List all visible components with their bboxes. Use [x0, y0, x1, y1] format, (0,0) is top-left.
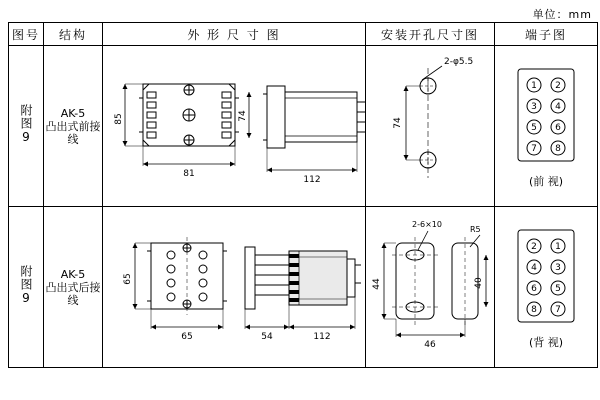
- row1-structure-model: AK-5: [60, 106, 86, 120]
- unit-note: 单位：mm: [532, 8, 592, 21]
- row2-outline-cell: [103, 207, 366, 368]
- row1-terminal-5: 5: [531, 123, 537, 133]
- row2-terminal-7: 8: [531, 305, 537, 315]
- row1-outline-cell: [103, 46, 366, 207]
- row2-dim-side-width-small: 54: [261, 332, 273, 342]
- row2-dim-height: 44: [372, 278, 382, 290]
- row1-structure-desc: 凸出式前接线: [45, 119, 101, 146]
- row1-dim-side-width: 112: [303, 175, 321, 185]
- row2-terminal-6: 5: [555, 284, 561, 294]
- row1-dim-front-width: 81: [183, 169, 195, 179]
- row2-terminal-view-label: (背 视): [528, 336, 564, 349]
- row2-dim-front-width: 65: [181, 332, 193, 342]
- row2-terminal-cell: [495, 207, 598, 368]
- row2-structure-model: AK-5: [60, 267, 86, 281]
- table-row: [9, 207, 598, 368]
- row1-terminal-view-label: (前 视): [528, 175, 564, 188]
- row2-dim-inner-height: 40: [474, 277, 484, 289]
- header-fig-no: 图号: [9, 23, 44, 46]
- row2-fig-no: 附图9: [19, 264, 33, 306]
- row1-terminal-2: 2: [555, 81, 561, 91]
- row1-mounting-cell: [366, 46, 495, 207]
- row2-dim-front-height: 65: [123, 273, 133, 285]
- row2-fig-no-cell: [9, 207, 44, 368]
- row2-terminal-5: 6: [531, 284, 537, 294]
- row2-terminal-drawing: [496, 224, 596, 334]
- table-header-row: [9, 23, 598, 46]
- row2-terminal-4: 3: [555, 263, 561, 273]
- row2-dim-width: 46: [424, 340, 436, 350]
- row2-terminal-3: 4: [531, 263, 537, 273]
- row2-slot-note: 2-6×10: [412, 220, 442, 229]
- row1-dim-front-inner-height: 74: [238, 110, 248, 122]
- row1-terminal-8: 8: [555, 144, 561, 154]
- row1-fig-no: 附图9: [19, 103, 33, 145]
- row1-terminal-3: 3: [531, 102, 537, 112]
- table-row: [9, 46, 598, 207]
- header-mounting: 安装开孔尺寸图: [366, 23, 495, 46]
- row2-mounting-drawing: [366, 207, 494, 367]
- row2-radius-note: R5: [470, 225, 481, 234]
- row1-terminal-4: 4: [555, 102, 561, 112]
- header-terminal: 端子图: [495, 23, 598, 46]
- row1-dim-front-height: 85: [114, 113, 124, 125]
- row1-terminal-cell: [495, 46, 598, 207]
- dimension-table: [8, 22, 598, 368]
- row1-dim-pitch: 74: [393, 117, 403, 129]
- row1-terminal-drawing: [496, 63, 596, 173]
- row2-terminal-1: 2: [531, 242, 537, 252]
- row2-structure-desc: 凸出式后接线: [45, 280, 101, 307]
- row2-dim-side-width: 112: [313, 332, 331, 342]
- row2-outline-drawing: [103, 207, 365, 367]
- row2-mounting-cell: [366, 207, 495, 368]
- row1-terminal-7: 7: [531, 144, 537, 154]
- row2-structure-cell: [44, 207, 103, 368]
- row2-terminal-2: 1: [555, 242, 561, 252]
- row1-outline-drawing: [103, 46, 365, 206]
- row1-terminal-6: 6: [555, 123, 561, 133]
- row1-hole-note: 2-φ5.5: [444, 57, 474, 67]
- row1-terminal-1: 1: [531, 81, 537, 91]
- header-outline: 外 形 尺 寸 图: [103, 23, 366, 46]
- row1-mounting-drawing: [366, 46, 494, 206]
- row1-structure-cell: [44, 46, 103, 207]
- row1-fig-no-cell: [9, 46, 44, 207]
- header-structure: 结构: [44, 23, 103, 46]
- row2-terminal-8: 7: [555, 305, 561, 315]
